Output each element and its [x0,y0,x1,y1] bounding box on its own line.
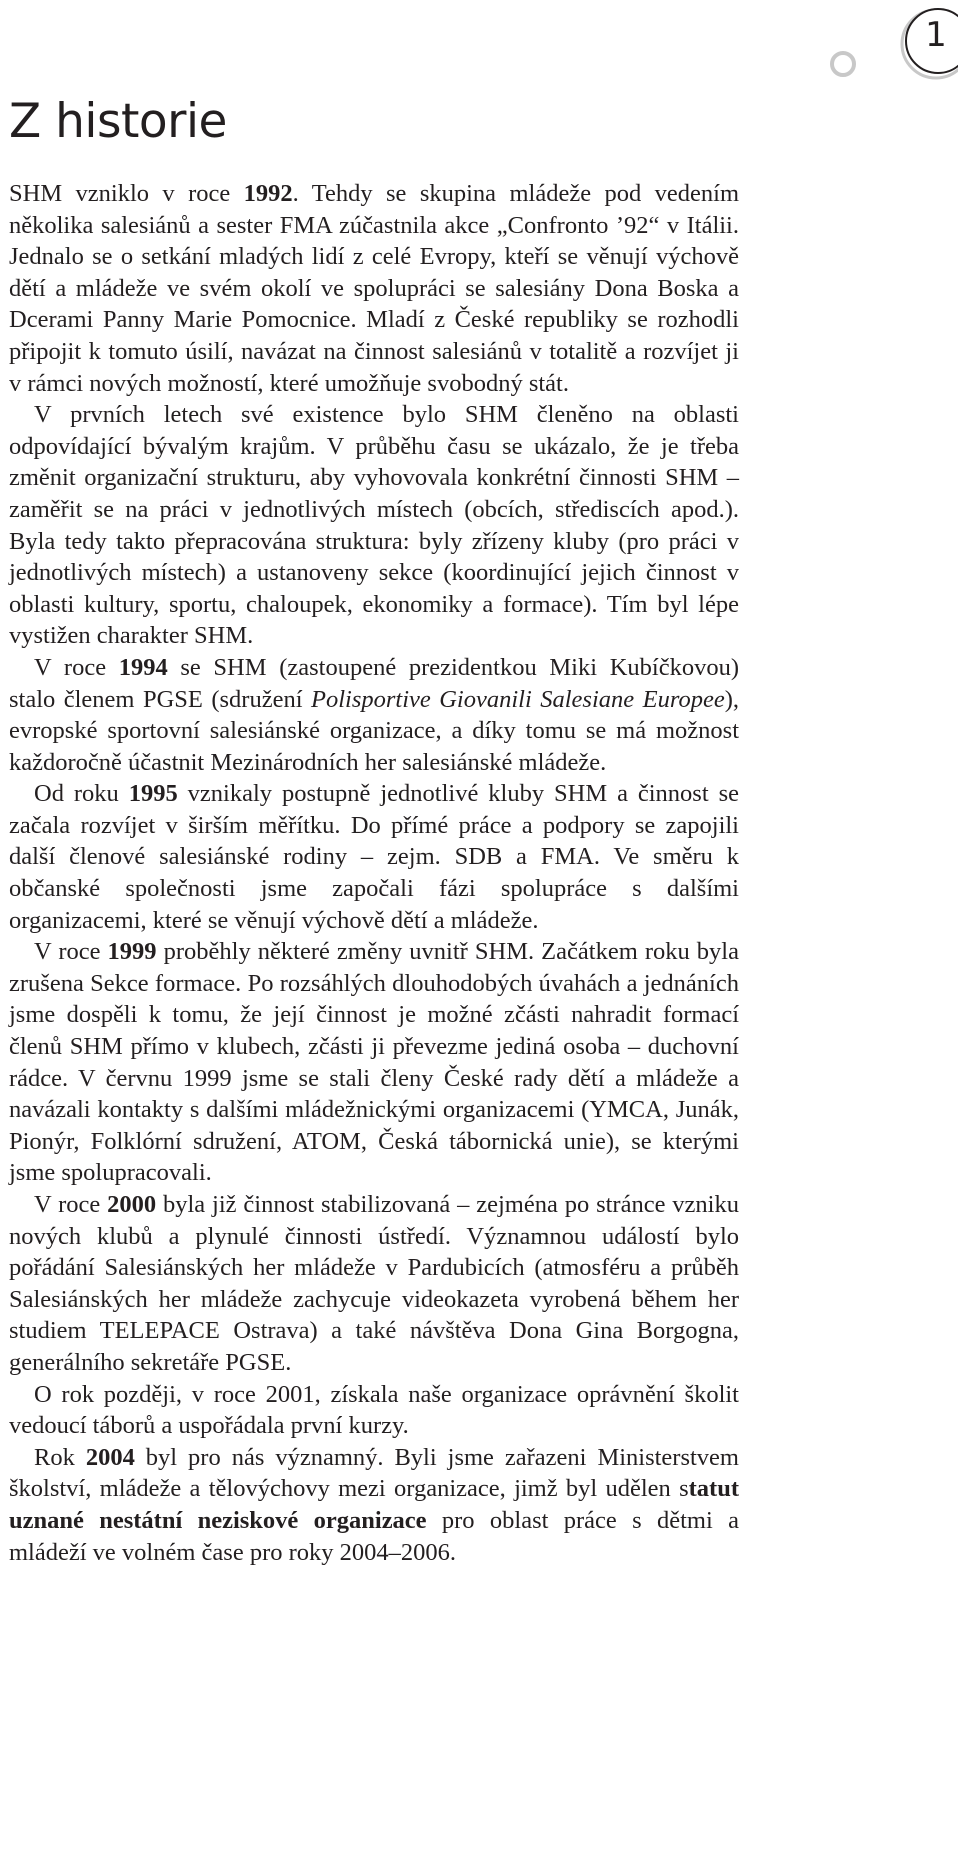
paragraph [9,652,739,778]
bold-text: 2000 [107,1191,157,1218]
text-run: Rok [34,1443,86,1471]
bold-text: tatut uznané nestátní neziskové organizace [9,1475,739,1534]
page-number: 1 [925,15,947,55]
paragraph [9,1379,739,1442]
text-run: V roce [34,938,108,966]
text-run: V roce [34,653,119,681]
body-text [9,178,739,1568]
bold-text: 2004 [85,1443,135,1471]
paragraph [9,936,739,1189]
page-number-badge [826,6,958,92]
bold-text: 1992 [243,180,293,207]
text-run: proběhly některé změny uvnitř SHM. Začátkem roku byla zrušena Sekce formace. Po rozsáhlých dlouhodobých úvahách a jednáních jsme dospěli k tomu, že její činnost je možné zčásti nahradit formací členů SHM přímo v klubech, zčásti ji převezme jediná osoba – duchovní rádce. V červnu 1999 jsme se stali členy České rady dětí a mládeže a navázali kontakty s dalšími mládežnickými organizacemi (YMCA, Junák, Pionýr, Folklórní sdružení, ATOM, Česká tábornická unie), se kterými jsme spolupracovali. [9,938,739,1187]
bold-text: 1999 [107,938,157,966]
text-run: V roce [34,1191,108,1218]
text-run: ), evropské sportovní salesiánské organizace, a díky tomu se má možnost každoročně účastnit Mezinárodních her salesiánské mládeže. [9,685,739,776]
text-run: Od roku [34,780,129,808]
paragraph [9,778,739,936]
italic-text: Polisportive Giovanili Salesiane Europee [310,685,725,713]
text-run: V prvních letech své existence bylo SHM členěno na oblasti odpovídající bývalým krajům. V průběhu času se ukázalo, že je třeba změnit organizační strukturu, aby vyhovovala konkrétní činnosti SHM – zaměřit se na práci v jednotlivých místech (obcích, střediscích apod.). Byla tedy takto přepracována struktura: byly zřízeny kluby (pro práci v jednotlivých místech) a ustanoveny sekce (koordinující jejich činnost v oblasti kultury, sportu, chaloupek, ekonomiky a formace). Tím byl lépe vystižen charakter SHM. [9,401,739,650]
paragraph [9,399,739,652]
text-run: byl pro nás významný. Byli jsme zařazeni Ministerstvem školství, mládeže a tělovýchovy mezi organizace, jimž byl udělen s [9,1443,739,1503]
text-run: se SHM (zastoupené prezidentkou Miki Kubíčkovou) stalo členem PGSE (sdružení [9,653,739,713]
bold-text: 1994 [118,653,168,681]
paragraph [9,1189,739,1379]
text-run: pro oblast práce s dětmi a mládeží ve volném čase pro roky 2004–2006. [9,1506,739,1566]
paragraph [9,178,739,399]
text-run: vznikaly postupně jednotlivé kluby SHM a činnost se začala rozvíjet v širším měřítku. Do přímé práce a podpory se zapojili další členové salesiánské rodiny – zejm. SDB a FMA. Ve směru k občanské společnosti jsme započali fázi spolupráce s dalšími organizacemi, které se věnují výchově dětí a mládeže. [9,780,739,934]
bold-text: 1995 [128,780,178,808]
page-title: Z historie [9,94,227,149]
paragraph [9,1442,739,1568]
text-run: byla již činnost stabilizovaná – zejména po stránce vzniku nových klubů a plynulé činnosti ústředí. Významnou událostí bylo pořádání Salesiánských her mládeže v Pardubicích (atmosféru a průběh Salesiánských her mládeže zachycuje videokazeta vyrobená během her studiem TELEPACE Ostrava) a také návštěva Dona Gina Borgogna, generálního sekretáře PGSE. [9,1191,739,1376]
text-run: . Tehdy se skupina mládeže pod vedením několika salesiánů a sester FMA zúčastnila akce „Confronto ’92“ v Itálii. Jednalo se o setkání mladých lidí z celé Evropy, kteří se věnují výchově dětí a mládeže ve svém okolí ve spolupráci se salesiány Dona Boska a Dcerami Panny Marie Pomocnice. Mladí z České republiky se rozhodli připojit k tomuto úsilí, navázat na činnost salesiánů v totalitě a rozvíjet ji v rámci nových možností, které umožňuje svobodný stát. [9,180,739,397]
text-run: SHM vzniklo v roce [9,180,244,207]
text-run: O rok později, v roce 2001, získala naše organizace oprávnění školit vedoucí táborů a uspořádala první kurzy. [9,1380,739,1440]
